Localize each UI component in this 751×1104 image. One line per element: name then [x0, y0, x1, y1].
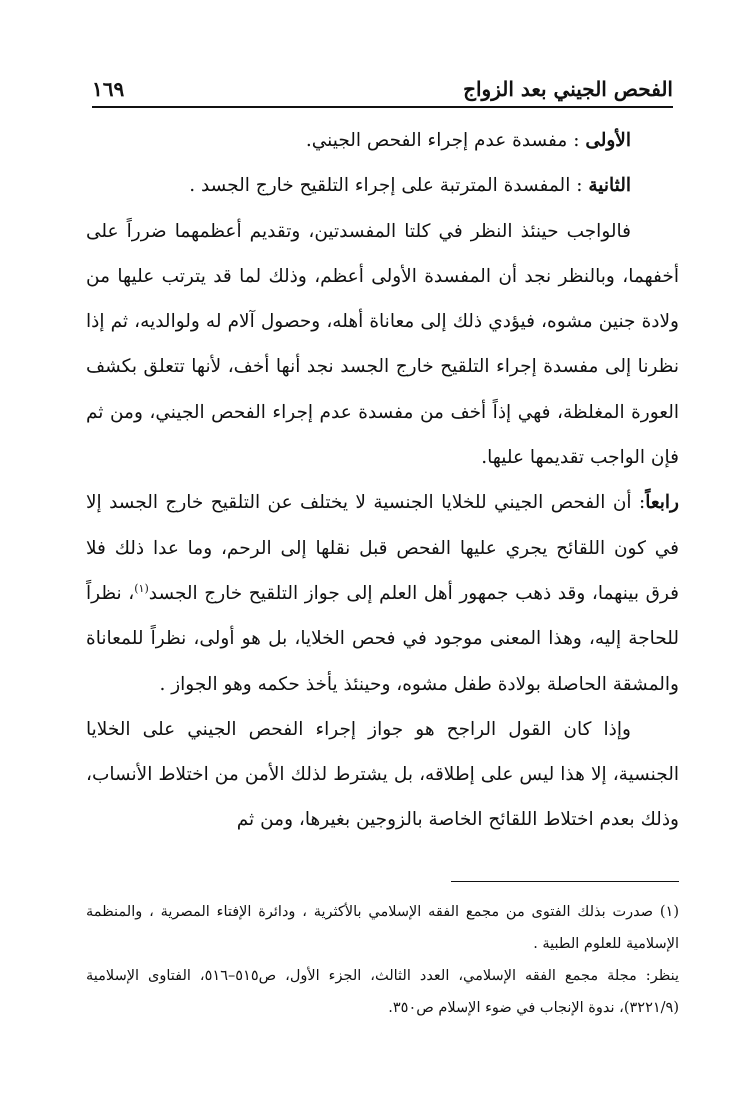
footnote-1: (١) صدرت بذلك الفتوى من مجمع الفقه الإسلامي بالأكثرية ، ودائرة الإفتاء المصرية ، والمنظمة الإسلامية للعلوم الطبية . — [86, 904, 679, 952]
footnote-references: ينظر: مجلة مجمع الفقه الإسلامي، العدد الثالث، الجزء الأول، ص٥١٥–٥١٦، الفتاوى الإسلامية (٣٢٢١/٩)، ندوة الإنجاب في ضوء الإسلام ص٣٥٠. — [86, 968, 679, 1016]
main-text — [86, 118, 679, 843]
fourth-text-b: ، نظراً للحاجة إليه، وهذا المعنى موجود في فحص الخلايا، بل هو أولى، نظراً للمعاناة والمشقة الحاصلة بولادة طفل مشوه، وحينئذ يأخذ حكمه وهو الجواز . — [86, 582, 679, 695]
footnote-marker[interactable]: (١) — [134, 581, 149, 595]
header-divider — [92, 106, 673, 108]
running-header — [92, 72, 673, 106]
fourth-text-a: : أن الفحص الجيني للخلايا الجنسية لا يختلف عن التلقيح خارج الجسد إلا في كون اللقائح يجري عليها الفحص قبل نقلها إلى الرحم، وما عدا ذلك فلا فرق بينهما، وقد ذهب جمهور أهل العلم إلى جواز التلقيح خارج الجسد — [86, 492, 680, 604]
fourth-label: رابعاً — [645, 492, 679, 514]
paragraph-second — [86, 163, 679, 208]
second-text: : المفسدة المترتبة على إجراء التلقيح خارج الجسد . — [189, 175, 589, 197]
footnote-divider — [451, 881, 679, 882]
running-title: الفحص الجيني بعد الزواج — [463, 77, 673, 101]
first-label: الأولى — [585, 130, 631, 151]
page-number: ١٦٩ — [92, 77, 125, 101]
paragraph-first — [86, 118, 679, 163]
second-label: الثانية — [588, 175, 631, 197]
paragraph-obligation: فالواجب حينئذ النظر في كلتا المفسدتين، وتقديم أعظمهما ضرراً على أخفهما، وبالنظر نجد أن المفسدة الأولى أعظم، وذلك لما قد يترتب عليها من ولادة جنين مشوه، فيؤدي ذلك إلى معاناة أهله، وحصول آلام له ولوالديه، ثم إذا نظرنا إلى مفسدة إجراء التلقيح خارج الجسد نجد أنها أخف، لأنها تتعلق بكشف العورة المغلظة، فهي إذاً أخف من مفسدة عدم إجراء الفحص الجيني، ومن ثم فإن الواجب تقديمها عليها. — [86, 220, 679, 469]
paragraph-fourth — [86, 480, 679, 706]
paragraph-conclusion: وإذا كان القول الراجح هو جواز إجراء الفحص الجيني على الخلايا الجنسية، إلا هذا ليس على إطلاقه، بل يشترط لذلك الأمن من اختلاط الأنساب، وذلك بعدم اختلاط اللقائح الخاصة بالزوجين بغيرها، ومن ثم — [86, 718, 679, 831]
first-text: : مفسدة عدم إجراء الفحص الجيني. — [305, 130, 586, 151]
footnotes — [86, 896, 679, 1024]
